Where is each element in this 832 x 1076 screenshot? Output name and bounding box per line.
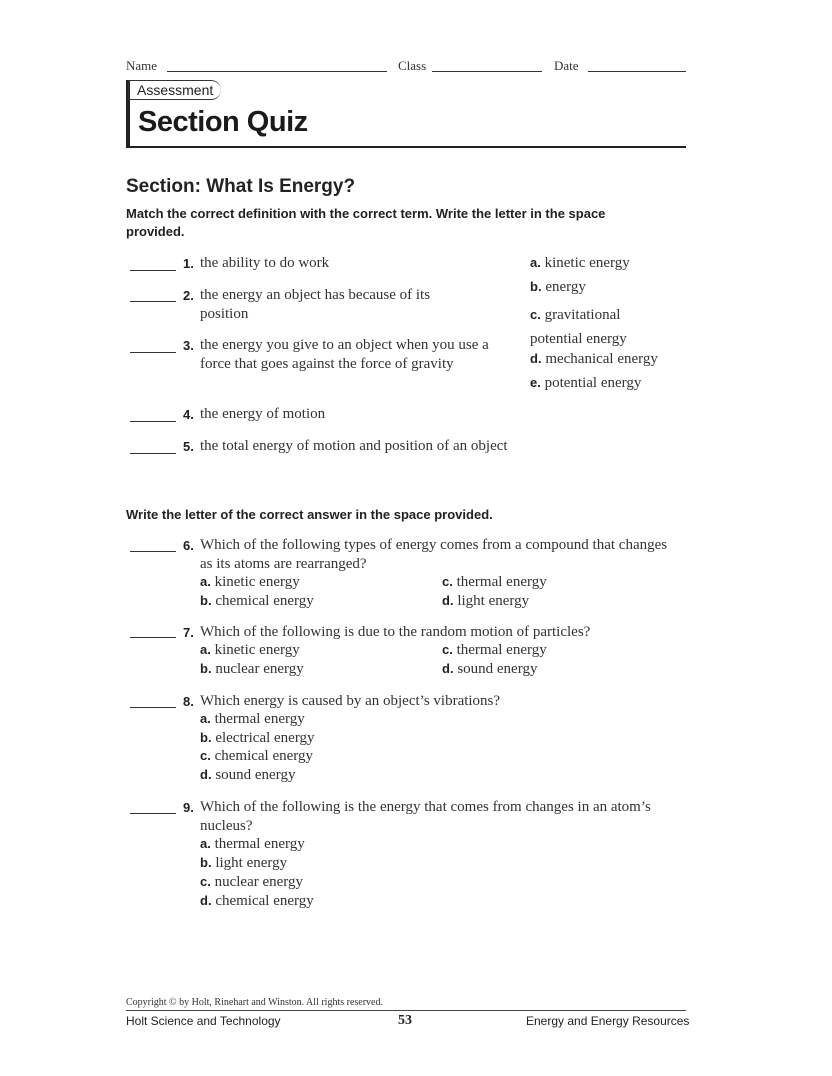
question-text: Which of the following types of energy comes from a compound that changes as its atoms are rearranged?: [200, 537, 668, 572]
name-field[interactable]: [167, 71, 387, 72]
option-a: a. kinetic energy: [200, 574, 300, 590]
answer-blank-3[interactable]: [130, 352, 176, 353]
footer-rule: [126, 1010, 686, 1011]
option-b: b. chemical energy: [200, 593, 314, 609]
question-number: 1.: [183, 256, 194, 271]
footer-chapter: Energy and Energy Resources: [526, 1014, 690, 1028]
copyright: Copyright © by Holt, Rinehart and Winston. All rights reserved.: [126, 997, 383, 1008]
date-label: Date: [554, 58, 579, 73]
question-text: Which of the following is due to the random motion of particles?: [200, 624, 591, 640]
option-c: c. thermal energy: [442, 574, 547, 590]
term-d: d. mechanical energy: [530, 351, 658, 367]
class-field[interactable]: [432, 71, 542, 72]
name-label: Name: [126, 58, 158, 73]
question-text: the total energy of motion and position of an object: [200, 438, 508, 454]
option-b: b. electrical energy: [200, 730, 315, 746]
answer-blank-9[interactable]: [130, 813, 176, 814]
option-c: c. chemical energy: [200, 748, 314, 764]
answer-blank-8[interactable]: [130, 707, 176, 708]
answer-blank-2[interactable]: [130, 301, 176, 302]
question-number: 2.: [183, 288, 194, 303]
answer-blank-5[interactable]: [130, 453, 176, 454]
question-number: 7.: [183, 625, 194, 640]
option-d: d. chemical energy: [200, 893, 314, 909]
answer-blank-7[interactable]: [130, 637, 176, 638]
option-b: b. light energy: [200, 855, 288, 871]
question-text: Which of the following is the energy that comes from changes in an atom’s nucleus?: [200, 799, 651, 834]
question-number: 5.: [183, 439, 194, 454]
question-text: the energy of motion: [200, 406, 326, 422]
footer-publisher: Holt Science and Technology: [126, 1014, 281, 1028]
page-number: 53: [398, 1013, 412, 1028]
term-a: a. kinetic energy: [530, 255, 630, 271]
question-number: 9.: [183, 800, 194, 815]
term-b: b. energy: [530, 279, 586, 295]
question-number: 8.: [183, 694, 194, 709]
option-b: b. nuclear energy: [200, 661, 304, 677]
page-title: Section Quiz: [138, 106, 308, 138]
term-e: e. potential energy: [530, 375, 642, 391]
date-field[interactable]: [588, 71, 686, 72]
answer-blank-4[interactable]: [130, 421, 176, 422]
mc-instruction: Write the letter of the correct answer in the space provided.: [126, 507, 493, 522]
option-d: d. light energy: [442, 593, 530, 609]
term-c: c. gravitational potential energy: [530, 307, 627, 347]
option-a: a. thermal energy: [200, 836, 305, 852]
answer-blank-1[interactable]: [130, 270, 176, 271]
question-text: the energy an object has because of its position: [200, 287, 431, 322]
question-number: 3.: [183, 338, 194, 353]
question-number: 6.: [183, 538, 194, 553]
section-heading: Section: What Is Energy?: [126, 176, 356, 197]
matching-instruction: Match the correct definition with the correct term. Write the letter in the space provided.: [126, 206, 606, 239]
answer-blank-6[interactable]: [130, 551, 176, 552]
title-rule: [126, 146, 686, 148]
assessment-tag: Assessment: [128, 80, 221, 100]
question-text: Which energy is caused by an object’s vibrations?: [200, 693, 501, 709]
option-d: d. sound energy: [442, 661, 538, 677]
option-a: a. thermal energy: [200, 711, 305, 727]
option-c: c. thermal energy: [442, 642, 547, 658]
class-label: Class: [398, 58, 427, 73]
option-a: a. kinetic energy: [200, 642, 300, 658]
question-number: 4.: [183, 407, 194, 422]
question-text: the energy you give to an object when you use a force that goes against the force of gravity: [200, 337, 489, 372]
option-d: d. sound energy: [200, 767, 296, 783]
option-c: c. nuclear energy: [200, 874, 304, 890]
question-text: the ability to do work: [200, 255, 330, 271]
